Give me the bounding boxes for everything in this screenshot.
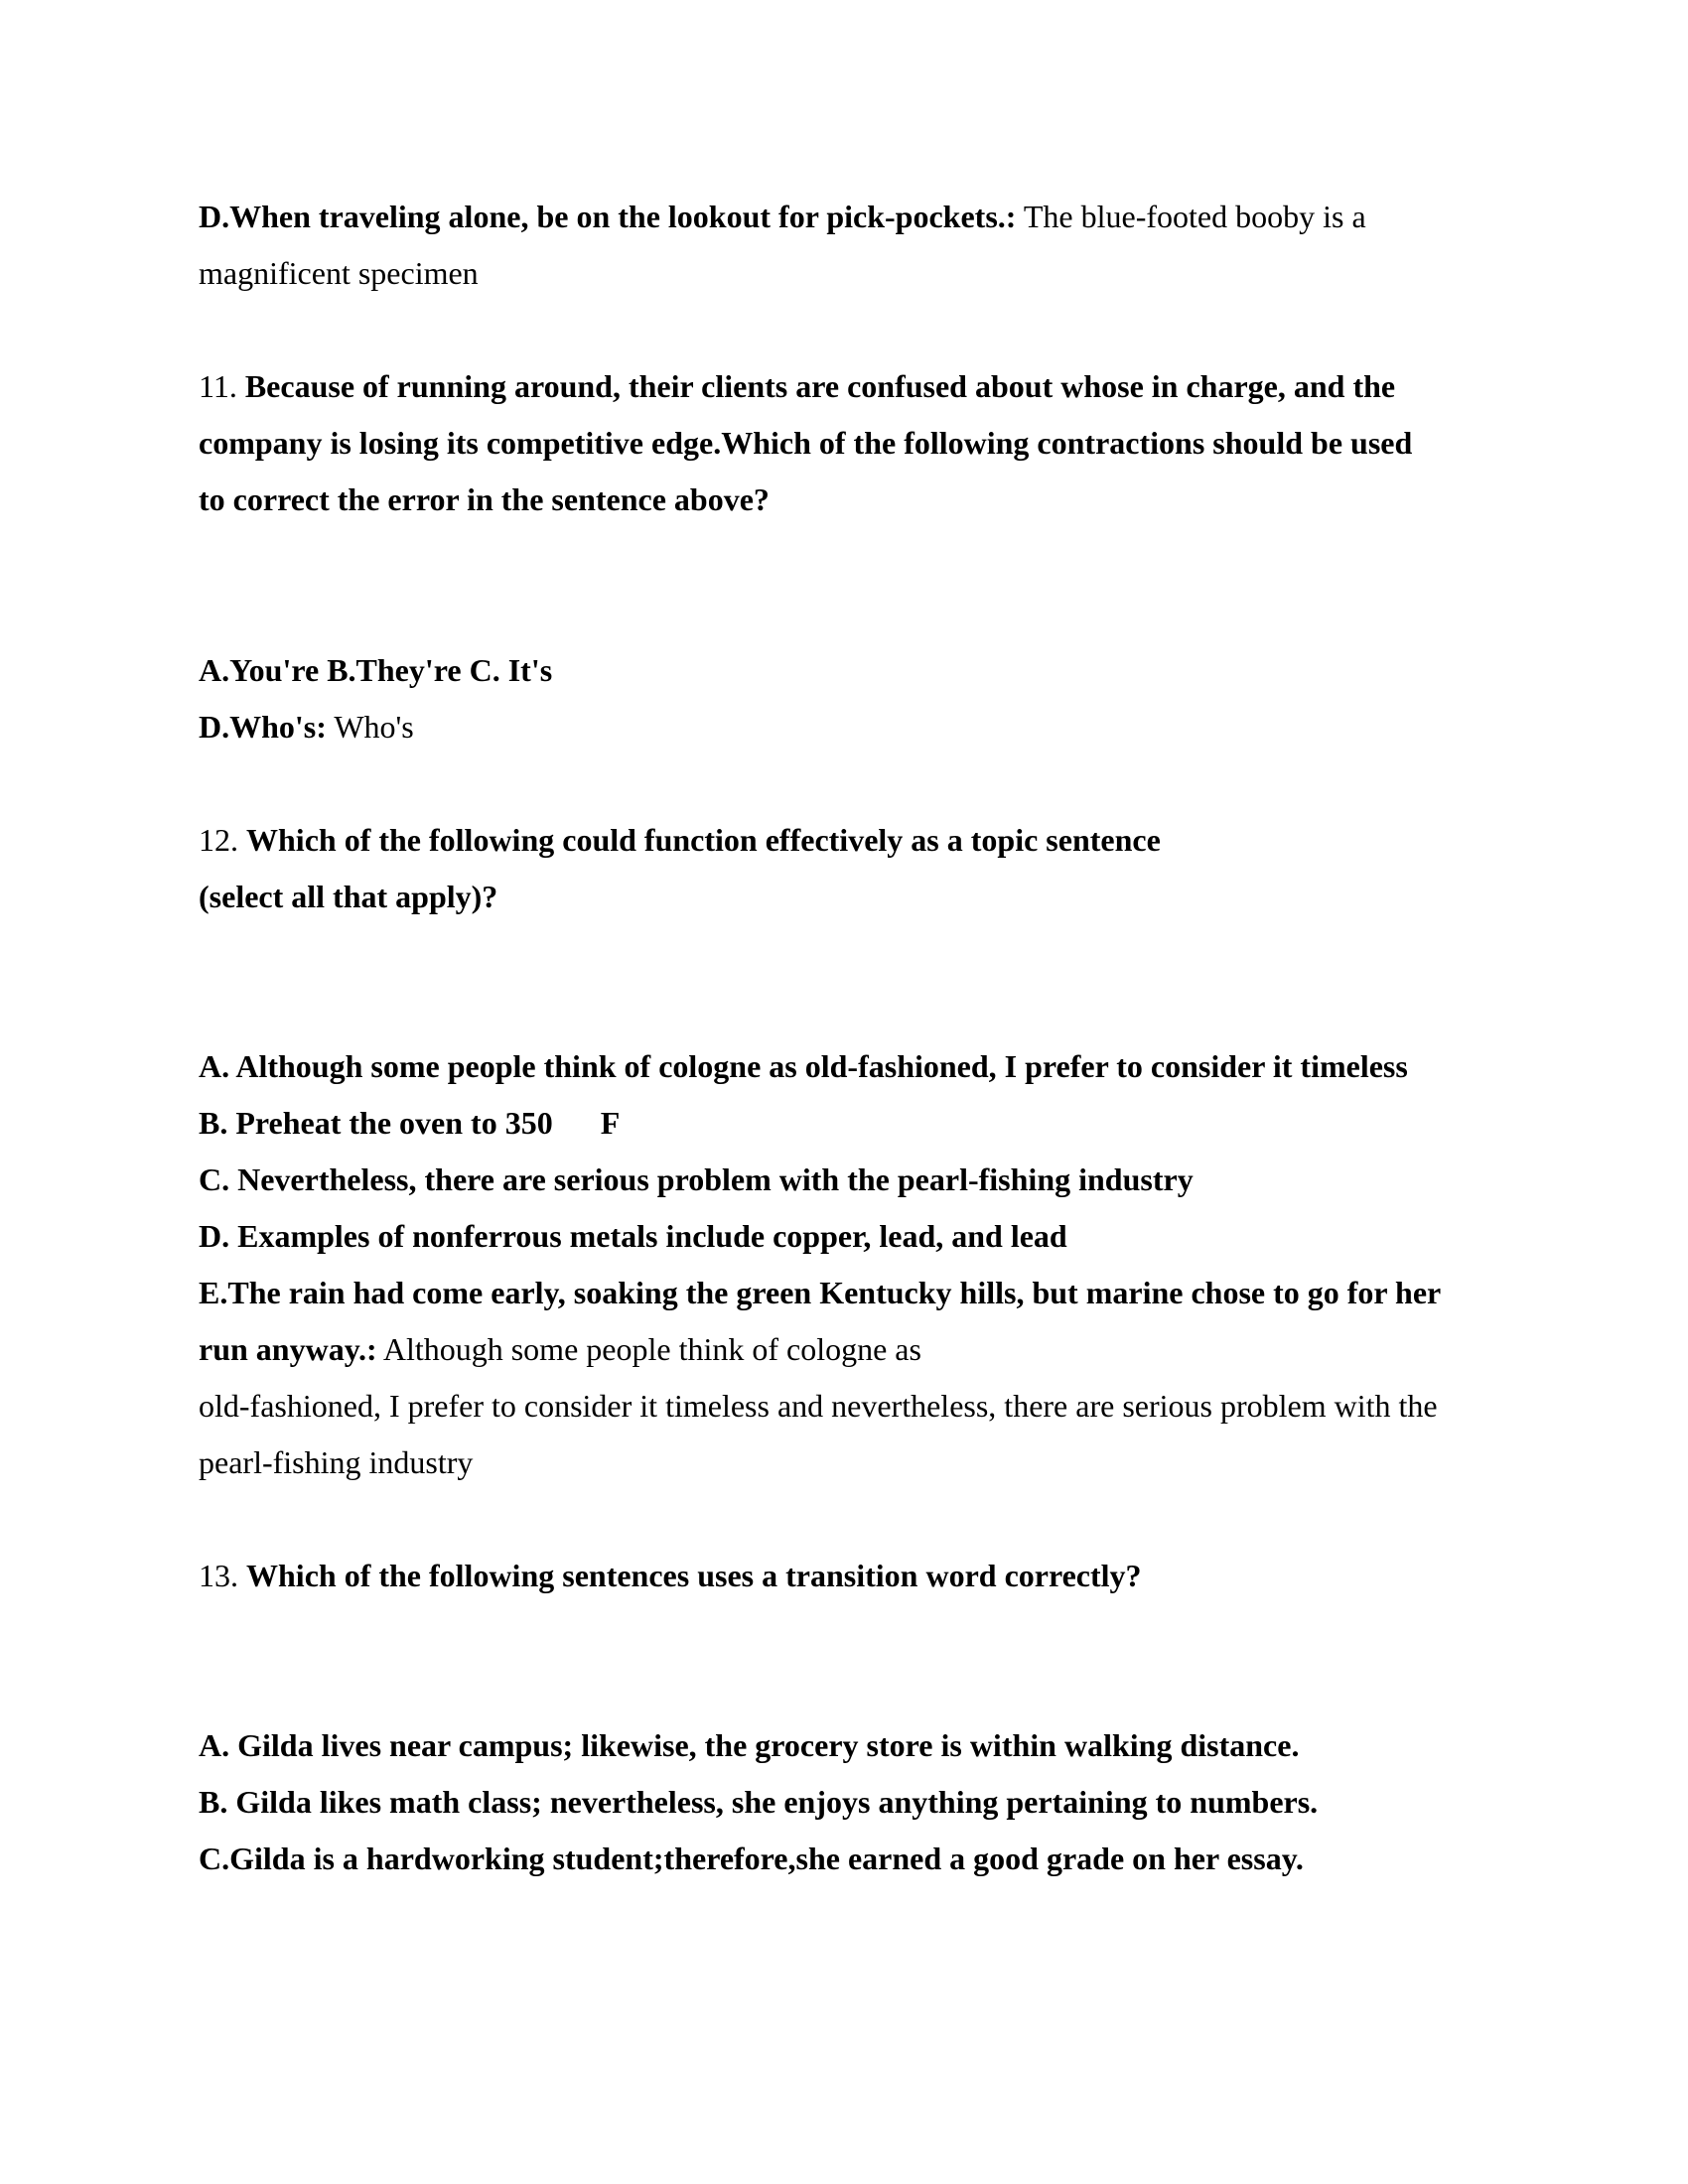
q13-option-c-text: C.Gilda is a hardworking student;therefore,she earned a good grade on her essay. <box>199 1841 1304 1876</box>
q13-option-c <box>199 1839 1304 1878</box>
q12-question-line-2 <box>199 877 497 916</box>
q11-question-line-2 <box>199 423 1412 463</box>
q12-option-d-text: D. Examples of nonferrous metals include copper, lead, and lead <box>199 1218 1067 1254</box>
q11-options-text: A.You're B.They're C. It's <box>199 652 553 688</box>
q12-answer-line-2: old-fashioned, I prefer to consider it timeless and nevertheless, there are serious problem with the <box>199 1388 1438 1424</box>
q12-number: 12. <box>199 822 238 858</box>
q12-question-line-1 <box>199 820 1161 860</box>
q11-answer-label: D.Who's: <box>199 709 327 745</box>
q12-option-e <box>199 1273 1441 1312</box>
q11-question-line-3 <box>199 479 770 519</box>
q13-option-b <box>199 1782 1318 1822</box>
q13-question <box>199 1556 1142 1595</box>
q13-option-a-text: A. Gilda lives near campus; likewise, the grocery store is within walking distance. <box>199 1727 1300 1763</box>
q11-answer-text: Who's <box>326 709 414 745</box>
q12-option-a-text: A. Although some people think of cologne as old-fashioned, I prefer to consider it timeless <box>199 1048 1408 1084</box>
q11-question-text-3: to correct the error in the sentence above? <box>199 481 770 517</box>
q11-number: 11. <box>199 368 237 404</box>
q12-option-d <box>199 1216 1067 1256</box>
q12-option-b-unit: F <box>600 1105 621 1141</box>
q12-question-text-1: Which of the following could function effectively as a topic sentence <box>246 822 1161 858</box>
q10-answer-text: The blue-footed booby is a <box>1016 199 1366 234</box>
q12-option-b-text: B. Preheat the oven to 350 <box>199 1105 553 1141</box>
q11-options <box>199 650 552 690</box>
q12-answer-text-1: Although some people think of cologne as <box>376 1331 921 1367</box>
q13-option-b-text: B. Gilda likes math class; nevertheless, she enjoys anything pertaining to numbers. <box>199 1784 1319 1820</box>
q12-option-e-text-2: run anyway.: <box>199 1331 377 1367</box>
q13-number: 13. <box>199 1558 238 1593</box>
q11-question-text-2: company is losing its competitive edge.Which of the following contractions should be used <box>199 425 1413 461</box>
q12-option-a <box>199 1046 1408 1086</box>
q11-question-line-1 <box>199 366 1395 406</box>
q12-option-b <box>199 1103 620 1143</box>
q12-option-e-text: E.The rain had come early, soaking the green Kentucky hills, but marine chose to go for her <box>199 1275 1442 1310</box>
q10-answer-line-2: magnificent specimen <box>199 255 479 291</box>
q12-answer-line-3: pearl-fishing industry <box>199 1444 474 1480</box>
q13-question-text: Which of the following sentences uses a transition word correctly? <box>246 1558 1142 1593</box>
q10-answer-label: D.When traveling alone, be on the lookout for pick-pockets.: <box>199 199 1017 234</box>
q12-answer-line-1 <box>199 1329 921 1369</box>
q11-answer-line <box>199 707 414 747</box>
q10-answer-line <box>199 197 1366 236</box>
q12-option-c-text: C. Nevertheless, there are serious problem with the pearl-fishing industry <box>199 1161 1194 1197</box>
q11-question-text-1: Because of running around, their clients are confused about whose in charge, and the <box>244 368 1396 404</box>
q12-question-text-2: (select all that apply)? <box>199 879 498 914</box>
q12-option-c <box>199 1160 1194 1199</box>
q13-option-a <box>199 1725 1299 1765</box>
